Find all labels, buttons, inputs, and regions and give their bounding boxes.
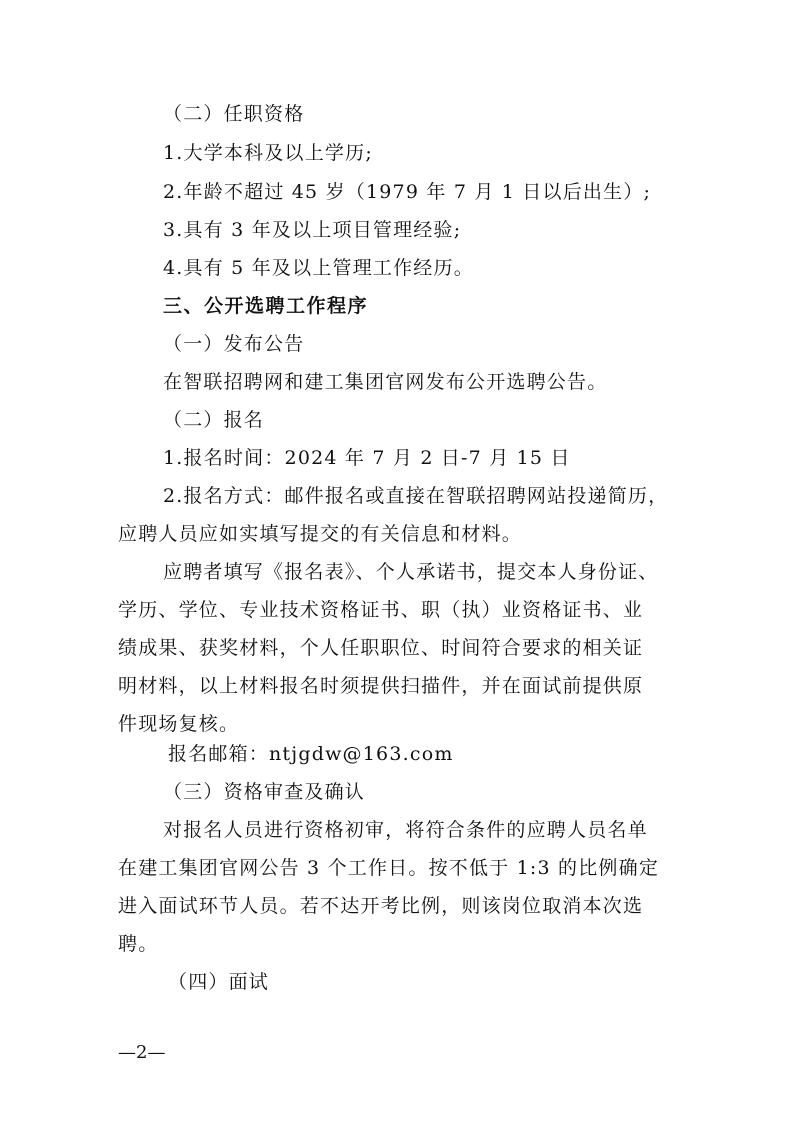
materials-paragraph-line-5: 件现场复核。 <box>118 713 240 735</box>
registration-method-cont: 应聘人员应如实填写提交的有关信息和材料。 <box>118 523 523 545</box>
subheading-interview: （四）面试 <box>168 971 270 993</box>
qualification-item-3: 3.具有 3 年及以上项目管理经验; <box>163 219 462 241</box>
registration-email: 报名邮箱：ntjgdw@163.com <box>168 743 454 765</box>
registration-method: 2.报名方式：邮件报名或直接在智联招聘网站投递简历， <box>163 485 669 507</box>
review-paragraph-line-4: 聘。 <box>118 933 159 955</box>
review-paragraph-line-3: 进入面试环节人员。若不达开考比例，则该岗位取消本次选 <box>118 895 644 917</box>
qualification-item-1: 1.大学本科及以上学历; <box>163 142 373 164</box>
subheading-registration: （二）报名 <box>163 409 265 431</box>
qualification-item-2: 2.年龄不超过 45 岁（1979 年 7 月 1 日以后出生）; <box>163 181 652 203</box>
subheading-announcement: （一）发布公告 <box>163 333 305 355</box>
page-number: —2— <box>118 1042 166 1063</box>
subheading-qualifications: （二）任职资格 <box>163 103 305 125</box>
subheading-review: （三）资格审查及确认 <box>163 781 366 803</box>
registration-time: 1.报名时间：2024 年 7 月 2 日-7 月 15 日 <box>163 447 571 469</box>
review-paragraph-line-2: 在建工集团官网公告 3 个工作日。按不低于 1:3 的比例确定 <box>118 857 660 879</box>
qualification-item-4: 4.具有 5 年及以上管理工作经历。 <box>163 257 474 279</box>
paragraph-announcement: 在智联招聘网和建工集团官网发布公开选聘公告。 <box>163 371 608 393</box>
materials-paragraph-line-2: 学历、学位、专业技术资格证书、职（执）业资格证书、业 <box>118 599 644 621</box>
materials-paragraph-line-1: 应聘者填写《报名表》、个人承诺书，提交本人身份证、 <box>163 561 659 583</box>
review-paragraph-line-1: 对报名人员进行资格初审，将符合条件的应聘人员名单 <box>163 819 648 841</box>
materials-paragraph-line-3: 绩成果、获奖材料，个人任职职位、时间符合要求的相关证 <box>118 637 644 659</box>
section-heading-procedure: 三、公开选聘工作程序 <box>163 295 369 317</box>
materials-paragraph-line-4: 明材料，以上材料报名时须提供扫描件，并在面试前提供原 <box>118 675 644 697</box>
